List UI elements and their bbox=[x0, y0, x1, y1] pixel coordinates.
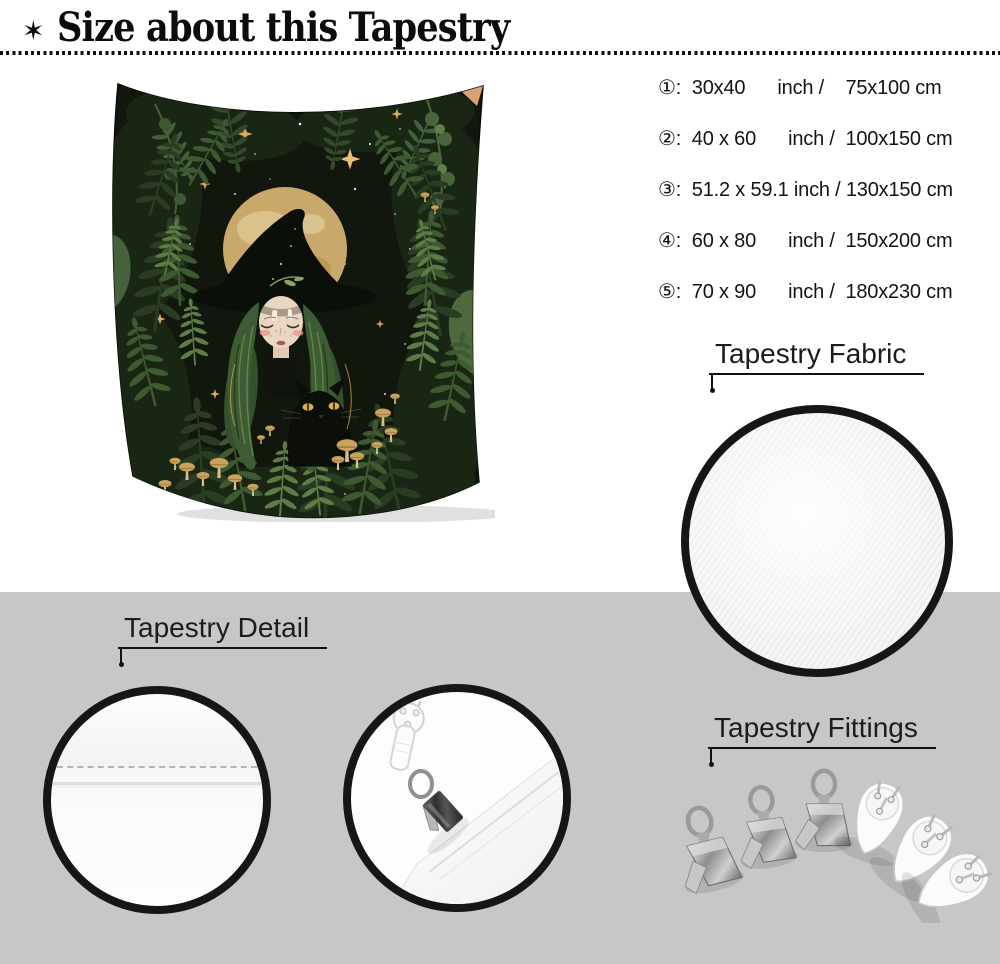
detail-section-label bbox=[118, 612, 327, 649]
fabric-leader-line bbox=[711, 375, 713, 389]
fabric-swatch-circle bbox=[681, 405, 953, 677]
size-row-3: ③: 51.2 x 59.1 inch / 130x150 cm bbox=[658, 179, 953, 201]
size-list bbox=[658, 78, 953, 333]
fabric-section-label bbox=[709, 338, 924, 375]
tapestry-artwork bbox=[95, 77, 495, 522]
detail-leader-line bbox=[120, 649, 122, 663]
tapestry-image bbox=[95, 64, 495, 522]
fittings-leader-line bbox=[710, 749, 712, 763]
metal-clip-2 bbox=[731, 783, 799, 872]
metal-clip-1 bbox=[667, 801, 746, 898]
size-row-5: ⑤: 70 x 90 inch / 180x230 cm bbox=[658, 281, 953, 303]
hem-fold-line bbox=[51, 782, 263, 785]
fittings-section-label bbox=[708, 712, 936, 749]
header bbox=[22, 4, 571, 51]
fittings-label-text: Tapestry Fittings bbox=[714, 712, 918, 743]
size-row-2: ②: 40 x 60 inch / 100x150 cm bbox=[658, 128, 953, 150]
star-icon: ✶ bbox=[22, 16, 45, 46]
fabric-label-text: Tapestry Fabric bbox=[715, 338, 907, 369]
size-row-1: ①: 30x40 inch / 75x100 cm bbox=[658, 77, 942, 99]
detail-swatch-circle bbox=[43, 686, 271, 914]
stitch-line bbox=[57, 766, 256, 768]
hanging-clip-detail-circle bbox=[343, 684, 571, 912]
fittings-photo bbox=[648, 763, 992, 923]
size-row-4: ④: 60 x 80 inch / 150x200 cm bbox=[658, 230, 953, 252]
page-title: Size about this Tapestry bbox=[56, 4, 509, 51]
dotted-divider bbox=[0, 51, 1000, 55]
detail-label-text: Tapestry Detail bbox=[124, 612, 310, 643]
